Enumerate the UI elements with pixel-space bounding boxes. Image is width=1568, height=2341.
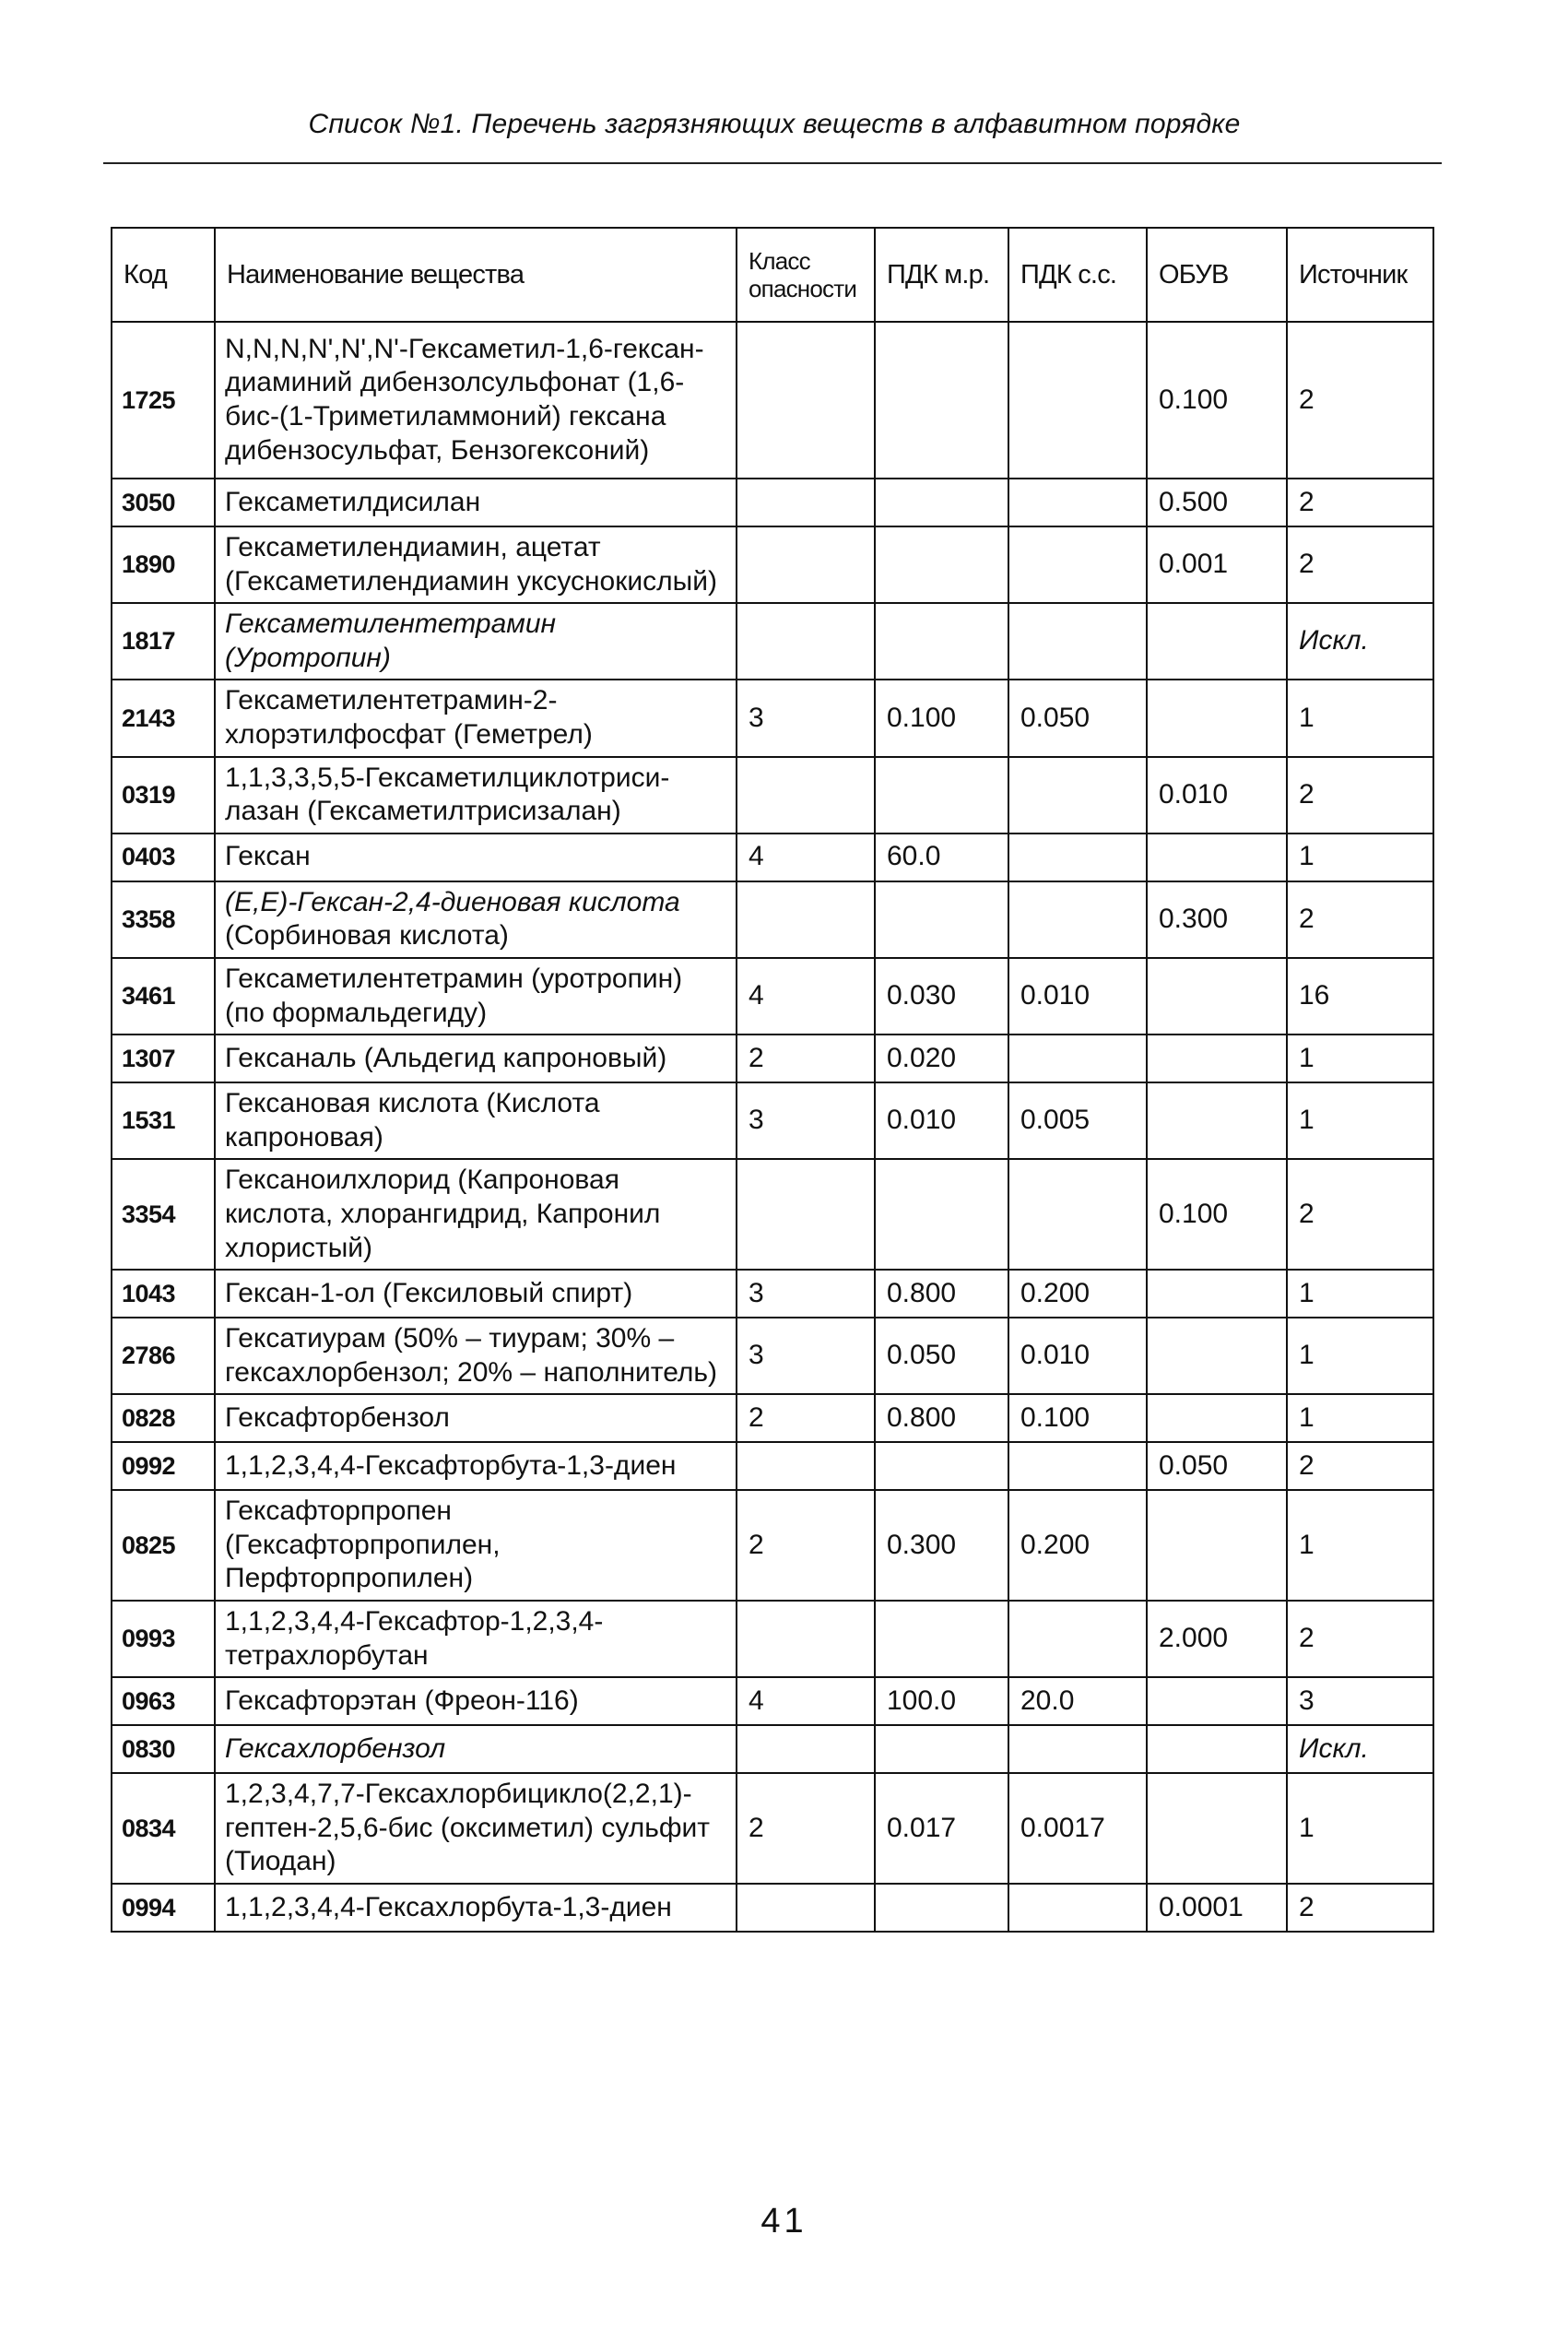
row-name: Гексаметилентетрамин (Уротропин)	[215, 603, 737, 680]
row-obuv	[1147, 1270, 1287, 1318]
row-pdk-ss	[1008, 1725, 1147, 1773]
col-header-hazard-line2: опасности	[749, 275, 857, 302]
row-hazard-class	[737, 1725, 875, 1773]
table-row	[112, 881, 1433, 958]
row-obuv	[1147, 1318, 1287, 1394]
page-header-title: Список №1. Перечень загрязняющих веществ в алфавитном порядке	[308, 109, 1241, 139]
row-source: 2	[1287, 526, 1433, 603]
col-header-pdk-ss: ПДК с.с.	[1008, 228, 1147, 322]
row-name: Гексахлорбензол	[215, 1725, 737, 1773]
row-code: 0834	[112, 1773, 215, 1884]
row-source: 2	[1287, 1159, 1433, 1270]
col-header-obuv: ОБУВ	[1147, 228, 1287, 322]
row-pdk-ss	[1008, 1159, 1147, 1270]
page-number: 41	[760, 2202, 808, 2241]
row-code: 0319	[112, 757, 215, 834]
row-pdk-mr	[875, 479, 1008, 526]
row-name: 1,1,2,3,4,4-Гексафтор-1,2,3,4-тетрахлорбутан	[215, 1601, 737, 1677]
row-hazard-class: 3	[737, 1270, 875, 1318]
table-header-row	[112, 228, 1433, 322]
row-hazard-class: 2	[737, 1035, 875, 1082]
row-hazard-class	[737, 881, 875, 958]
row-pdk-mr	[875, 1725, 1008, 1773]
table-row	[112, 1677, 1433, 1725]
row-hazard-class	[737, 757, 875, 834]
row-pdk-mr	[875, 1601, 1008, 1677]
table-row	[112, 526, 1433, 603]
row-pdk-ss	[1008, 479, 1147, 526]
row-obuv	[1147, 958, 1287, 1035]
row-source: 1	[1287, 834, 1433, 881]
row-obuv: 0.010	[1147, 757, 1287, 834]
row-obuv	[1147, 1490, 1287, 1601]
row-name: Гексан-1-ол (Гексиловый спирт)	[215, 1270, 737, 1318]
col-header-name: Наименование вещества	[215, 228, 737, 322]
row-hazard-class	[737, 526, 875, 603]
row-obuv: 0.100	[1147, 322, 1287, 479]
row-name: Гексановая кислота (Кислота капроновая)	[215, 1082, 737, 1159]
row-code: 1531	[112, 1082, 215, 1159]
row-source: 2	[1287, 322, 1433, 479]
row-pdk-mr: 0.030	[875, 958, 1008, 1035]
row-hazard-class: 2	[737, 1490, 875, 1601]
col-header-hazard-line1: Класс	[749, 246, 810, 275]
row-pdk-ss	[1008, 1035, 1147, 1082]
row-pdk-ss	[1008, 1601, 1147, 1677]
row-name: Гексаметилентетрамин (уротропин) (по формальдегиду)	[215, 958, 737, 1035]
row-obuv: 2.000	[1147, 1601, 1287, 1677]
row-pdk-mr: 0.010	[875, 1082, 1008, 1159]
table-row	[112, 1318, 1433, 1394]
row-hazard-class	[737, 479, 875, 526]
row-source: 1	[1287, 1035, 1433, 1082]
row-hazard-class	[737, 1159, 875, 1270]
table-row	[112, 1270, 1433, 1318]
row-hazard-class	[737, 603, 875, 680]
row-code: 0963	[112, 1677, 215, 1725]
row-code: 1817	[112, 603, 215, 680]
row-pdk-ss: 0.010	[1008, 1318, 1147, 1394]
row-name-italic: (E,E)-Гексан-2,4-диеновая кислота	[225, 886, 680, 917]
row-pdk-mr: 0.017	[875, 1773, 1008, 1884]
row-source: 2	[1287, 479, 1433, 526]
row-pdk-ss: 0.005	[1008, 1082, 1147, 1159]
row-source: 1	[1287, 1082, 1433, 1159]
row-pdk-mr	[875, 322, 1008, 479]
row-code: 2786	[112, 1318, 215, 1394]
row-pdk-mr	[875, 526, 1008, 603]
row-hazard-class: 4	[737, 958, 875, 1035]
row-pdk-mr: 0.300	[875, 1490, 1008, 1601]
table-row	[112, 603, 1433, 680]
row-pdk-ss: 0.100	[1008, 1394, 1147, 1442]
row-source: 2	[1287, 757, 1433, 834]
table-row	[112, 1601, 1433, 1677]
row-obuv	[1147, 1035, 1287, 1082]
row-obuv	[1147, 1773, 1287, 1884]
row-pdk-ss: 0.200	[1008, 1490, 1147, 1601]
row-source: 16	[1287, 958, 1433, 1035]
row-obuv	[1147, 603, 1287, 680]
row-pdk-ss	[1008, 526, 1147, 603]
row-name: Гексаметилентетрамин-2-хлорэтилфосфат (Геметрел)	[215, 680, 737, 756]
table-row	[112, 1442, 1433, 1490]
row-pdk-ss	[1008, 322, 1147, 479]
row-name: 1,2,3,4,7,7-Гексахлорбицикло(2,2,1)-гептен-2,5,6-бис (оксиметил) сульфит (Тиодан)	[215, 1773, 737, 1884]
table-row	[112, 1394, 1433, 1442]
row-name: 1,1,3,3,5,5-Гексаметилциклотриси-лазан (Гексаметилтрисизалан)	[215, 757, 737, 834]
row-name: 1,1,2,3,4,4-Гексафторбута-1,3-диен	[215, 1442, 737, 1490]
table-row	[112, 1490, 1433, 1601]
row-obuv	[1147, 680, 1287, 756]
row-pdk-mr: 0.050	[875, 1318, 1008, 1394]
row-pdk-mr: 60.0	[875, 834, 1008, 881]
col-header-source: Источник	[1287, 228, 1433, 322]
row-obuv	[1147, 1725, 1287, 1773]
row-name: Гексаналь (Альдегид капроновый)	[215, 1035, 737, 1082]
row-hazard-class	[737, 1442, 875, 1490]
row-source: 1	[1287, 1318, 1433, 1394]
row-code: 3461	[112, 958, 215, 1035]
row-source: Искл.	[1287, 1725, 1433, 1773]
row-pdk-ss	[1008, 1884, 1147, 1932]
row-source: 1	[1287, 680, 1433, 756]
col-header-code: Код	[112, 228, 215, 322]
row-obuv	[1147, 1394, 1287, 1442]
row-pdk-mr	[875, 757, 1008, 834]
row-name: Гексаметилдисилан	[215, 479, 737, 526]
row-hazard-class: 2	[737, 1394, 875, 1442]
col-header-hazard-class	[737, 228, 875, 322]
row-obuv	[1147, 834, 1287, 881]
row-pdk-ss: 20.0	[1008, 1677, 1147, 1725]
row-name	[215, 881, 737, 958]
row-obuv: 0.500	[1147, 479, 1287, 526]
row-code: 1725	[112, 322, 215, 479]
row-name: Гексафторэтан (Фреон-116)	[215, 1677, 737, 1725]
row-pdk-mr: 0.800	[875, 1270, 1008, 1318]
row-hazard-class: 4	[737, 1677, 875, 1725]
row-code: 0992	[112, 1442, 215, 1490]
row-obuv	[1147, 1677, 1287, 1725]
table-row	[112, 1884, 1433, 1932]
row-pdk-mr	[875, 1442, 1008, 1490]
row-code: 0994	[112, 1884, 215, 1932]
row-pdk-mr: 0.100	[875, 680, 1008, 756]
row-code: 3354	[112, 1159, 215, 1270]
row-pdk-mr	[875, 1884, 1008, 1932]
row-obuv: 0.050	[1147, 1442, 1287, 1490]
row-code: 0993	[112, 1601, 215, 1677]
row-pdk-ss: 0.050	[1008, 680, 1147, 756]
row-pdk-ss: 0.010	[1008, 958, 1147, 1035]
row-name: Гексафторбензол	[215, 1394, 737, 1442]
row-hazard-class: 2	[737, 1773, 875, 1884]
row-source: 3	[1287, 1677, 1433, 1725]
row-hazard-class: 3	[737, 680, 875, 756]
table-row	[112, 1082, 1433, 1159]
table-row	[112, 479, 1433, 526]
row-name-rest: (Сорбиновая кислота)	[225, 920, 509, 952]
row-name: N,N,N,N',N',N'-Гексаметил-1,6-гексан-диаминий дибензолсульфонат (1,6-бис-(1-Триметиламмоний) гексана дибензосульфат, Бензогексоний)	[215, 322, 737, 479]
row-pdk-mr: 0.020	[875, 1035, 1008, 1082]
row-obuv	[1147, 1082, 1287, 1159]
row-source: 2	[1287, 1601, 1433, 1677]
row-name: Гексатиурам (50% – тиурам; 30% – гексахлорбензол; 20% – наполнитель)	[215, 1318, 737, 1394]
row-code: 1043	[112, 1270, 215, 1318]
row-code: 1890	[112, 526, 215, 603]
header-rule	[103, 162, 1442, 164]
col-header-pdk-mr: ПДК м.р.	[875, 228, 1008, 322]
row-code: 0830	[112, 1725, 215, 1773]
table-row	[112, 757, 1433, 834]
table-row	[112, 680, 1433, 756]
row-pdk-mr: 100.0	[875, 1677, 1008, 1725]
row-pdk-mr	[875, 1159, 1008, 1270]
row-code: 0825	[112, 1490, 215, 1601]
row-pdk-mr	[875, 881, 1008, 958]
table-row	[112, 1035, 1433, 1082]
row-hazard-class	[737, 1601, 875, 1677]
row-code: 3358	[112, 881, 215, 958]
row-obuv: 0.001	[1147, 526, 1287, 603]
row-obuv: 0.0001	[1147, 1884, 1287, 1932]
row-pdk-mr	[875, 603, 1008, 680]
row-pdk-ss	[1008, 881, 1147, 958]
substances-table	[111, 227, 1434, 1933]
row-code: 0403	[112, 834, 215, 881]
row-code: 1307	[112, 1035, 215, 1082]
row-source: Искл.	[1287, 603, 1433, 680]
row-source: 2	[1287, 881, 1433, 958]
row-code: 0828	[112, 1394, 215, 1442]
row-source: 1	[1287, 1270, 1433, 1318]
table-row	[112, 1725, 1433, 1773]
row-obuv: 0.100	[1147, 1159, 1287, 1270]
row-code: 2143	[112, 680, 215, 756]
row-name: Гексан	[215, 834, 737, 881]
row-name: Гексаноилхлорид (Капроновая кислота, хлорангидрид, Капронил хлористый)	[215, 1159, 737, 1270]
row-hazard-class: 3	[737, 1318, 875, 1394]
row-source: 1	[1287, 1394, 1433, 1442]
row-obuv: 0.300	[1147, 881, 1287, 958]
row-name: 1,1,2,3,4,4-Гексахлорбута-1,3-диен	[215, 1884, 737, 1932]
row-pdk-ss	[1008, 757, 1147, 834]
row-hazard-class	[737, 1884, 875, 1932]
row-name: Гексаметилендиамин, ацетат (Гексаметилендиамин уксуснокислый)	[215, 526, 737, 603]
row-hazard-class: 4	[737, 834, 875, 881]
table-row	[112, 1159, 1433, 1270]
table-row	[112, 322, 1433, 479]
row-source: 1	[1287, 1490, 1433, 1601]
row-code: 3050	[112, 479, 215, 526]
table-row	[112, 1773, 1433, 1884]
row-pdk-ss	[1008, 603, 1147, 680]
row-name: Гексафторпропен (Гексафторпропилен, Перфторпропилен)	[215, 1490, 737, 1601]
row-source: 1	[1287, 1773, 1433, 1884]
row-pdk-ss: 0.200	[1008, 1270, 1147, 1318]
row-pdk-ss: 0.0017	[1008, 1773, 1147, 1884]
table-row	[112, 958, 1433, 1035]
row-source: 2	[1287, 1884, 1433, 1932]
row-pdk-mr: 0.800	[875, 1394, 1008, 1442]
row-hazard-class	[737, 322, 875, 479]
row-pdk-ss	[1008, 834, 1147, 881]
row-hazard-class: 3	[737, 1082, 875, 1159]
row-source: 2	[1287, 1442, 1433, 1490]
table-row	[112, 834, 1433, 881]
row-pdk-ss	[1008, 1442, 1147, 1490]
